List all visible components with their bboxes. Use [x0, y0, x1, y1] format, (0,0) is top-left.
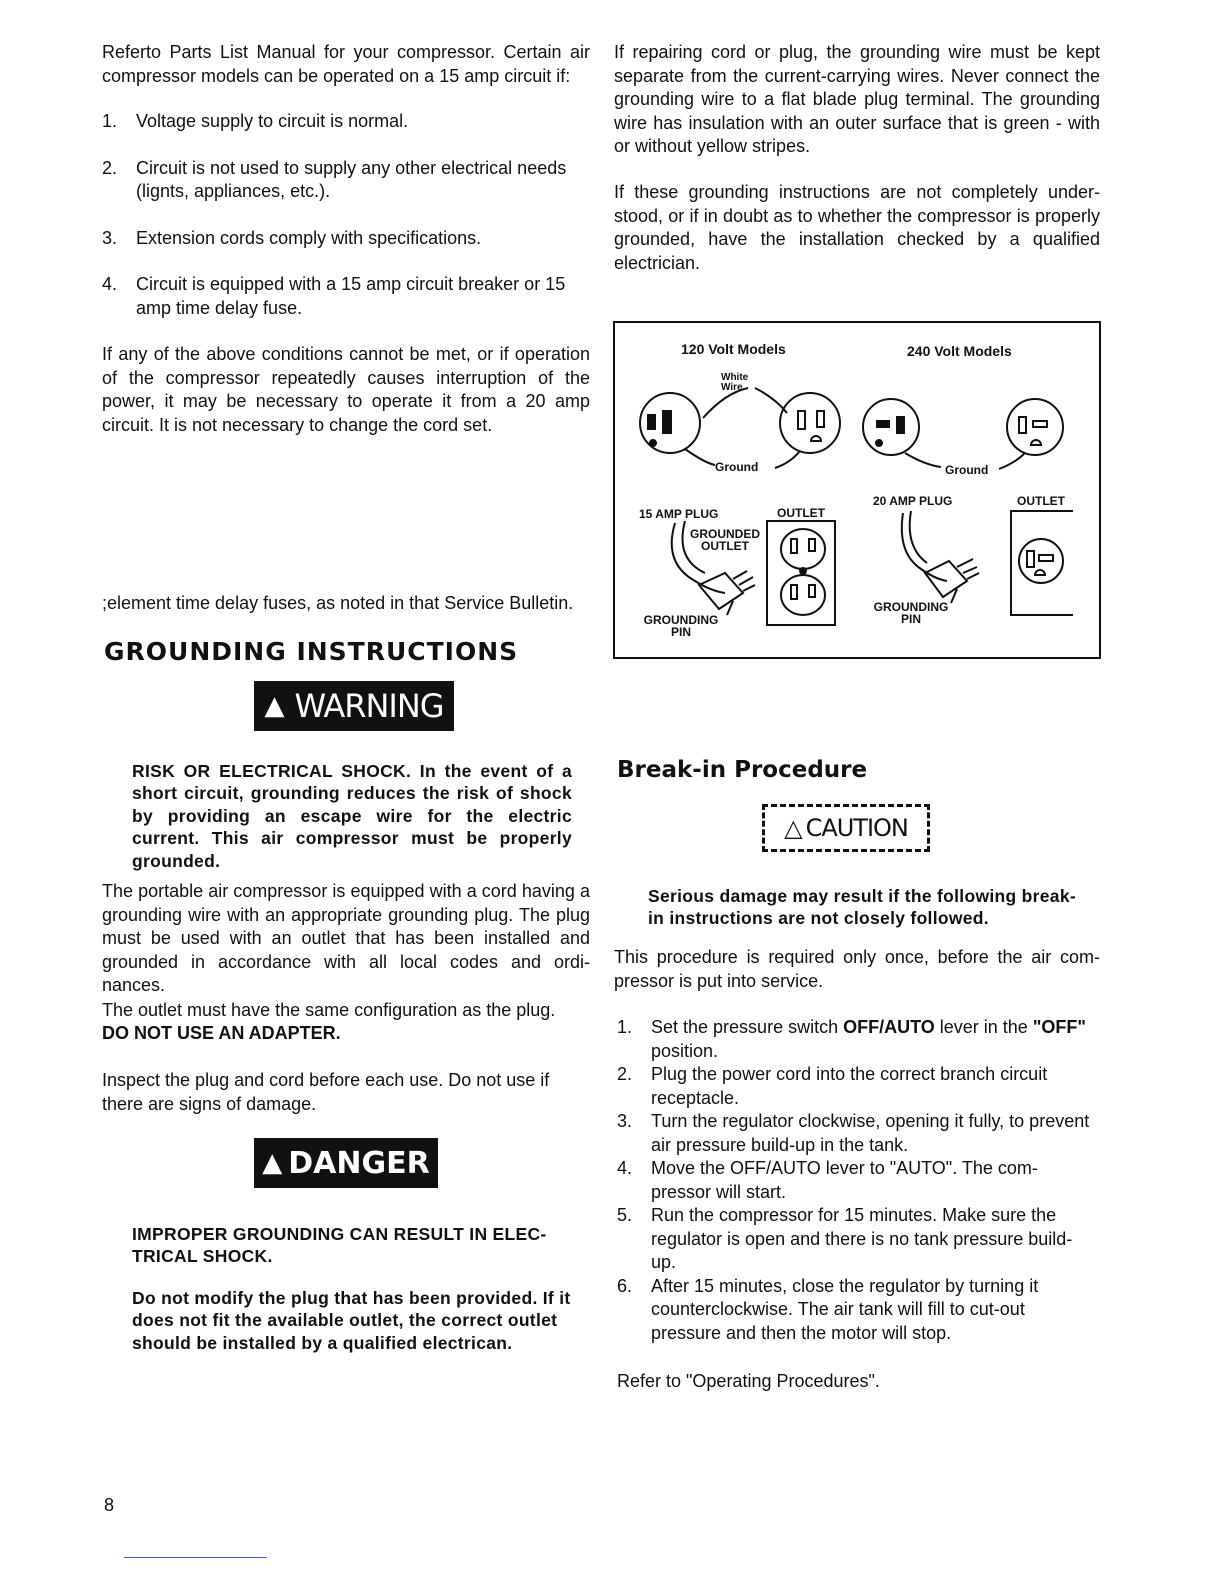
outlet-label-right: OUTLET [1017, 494, 1065, 508]
list-item: 2. Circuit is not used to supply any other electrical needs (lignts, appliances, etc.). [102, 157, 567, 201]
outlet-label-left: OUTLET [777, 506, 825, 520]
list-item: 4. Circuit is equipped with a 15 amp circuit breaker or 15 amp time delay fuse. [102, 274, 566, 318]
outlet-120-face-icon [780, 393, 840, 453]
once-paragraph: This procedure is required only once, before the air com- pressor is put into service. [614, 947, 1100, 991]
list-item: 6. After 15 minutes, close the regulator by turning it counterclockwise. The air tank will fill to cut-out pressure and then the motor will stop. [617, 1275, 1039, 1343]
inspect-paragraph: Inspect the plug and cord before each use. Do not use if there are signs of damage. [102, 1070, 550, 1114]
fuse-note: ;element time delay fuses, as noted in that Service Bulletin. [102, 593, 574, 613]
cord-paragraph: The portable air compressor is equipped with a cord having a grounding wire with an appropriate grounding plug. The plug must be used with an outlet that has been installed and grounded in accordance with all local codes and ordi- nances. [102, 881, 590, 995]
list-item: 5. Run the compressor for 15 minutes. Make sure the regulator is open and there is no tank pressure build- up. [617, 1205, 1073, 1272]
list-item: 3. Turn the regulator clockwise, opening it fully, to prevent air pressure build-up in the tank. [617, 1111, 1090, 1155]
diagram-title-120: 120 Volt Models [681, 341, 786, 357]
danger-triangle-icon: ▲ [262, 1148, 283, 1178]
grounding-diagram [613, 321, 1101, 659]
list-item: 1. Voltage supply to circuit is normal. [102, 111, 409, 131]
grounding-heading: GROUNDING INSTRUCTIONS [104, 637, 519, 666]
intro-paragraph: Referto Parts List Manual for your compressor. Certain air compressor models can be operated on a 15 amp circuit if: [102, 42, 590, 86]
list-item: 4. Move the OFF/AUTO lever to "AUTO". The com- pressor will start. [617, 1158, 1038, 1202]
grounded-outlet-plate-icon [767, 521, 835, 625]
breakin-steps-list [617, 1016, 1097, 1345]
plug-120-face-icon [640, 393, 700, 453]
plug-20-label: 20 AMP PLUG [873, 494, 953, 508]
list-item: 3. Extension cords comply with specifications. [102, 227, 482, 248]
plug-15-icon [672, 521, 755, 615]
ground-label-left: Ground [715, 460, 759, 474]
diagram-drawing [615, 323, 1099, 657]
white-wire-label: White Wire [721, 372, 749, 393]
outlet-240-face-icon [1007, 399, 1063, 455]
plug-240-face-icon [863, 399, 919, 455]
conditions-list [102, 110, 590, 320]
caution-text: Serious damage may result if the following break-in instructions are not closely followed. [648, 885, 1076, 928]
warning-triangle-icon: ▲ [264, 691, 285, 721]
refer-paragraph: Refer to "Operating Procedures". [617, 1371, 880, 1391]
plug-20-icon [902, 511, 979, 603]
footer-rule [124, 1557, 267, 1558]
grounded-outlet-label: GROUNDED OUTLET [689, 527, 760, 553]
conditions-not-met-paragraph: If any of the above conditions cannot be met, or if operation of the compressor repeatedly causes interruption of the power, it may be necessary to operate it from a 20 amp circuit. It is not necessary to change the cord set. [102, 344, 590, 435]
danger-text: IMPROPER GROUNDING CAN RESULT IN ELEC- TRICAL SHOCK. [132, 1223, 547, 1266]
caution-banner: △ CAUTION [762, 804, 930, 852]
ground-label-right: Ground [945, 463, 989, 477]
plug-15-label: 15 AMP PLUG [639, 507, 719, 521]
grounding-pin-label-left: GROUNDING PIN [643, 613, 719, 639]
electrician-paragraph: If these grounding instructions are not completely under- stood, or if in doubt as to whether the compressor is properly grounded, have the installation checked by a qualified electrician. [614, 182, 1100, 273]
diagram-title-240: 240 Volt Models [907, 343, 1012, 359]
outlet-20-plate-icon [1011, 511, 1073, 615]
caution-triangle-icon: △ [784, 814, 802, 842]
page-number: 8 [104, 1495, 115, 1515]
warning-banner: ▲ WARNING [254, 681, 454, 731]
breakin-heading: Break-in Procedure [617, 757, 868, 783]
grounding-pin-label-right: GROUNDING PIN [873, 600, 949, 626]
modify-text: Do not modify the plug that has been provided. If it does not fit the available outlet, the correct outlet should be installed by a qualified electrican. [132, 1287, 571, 1353]
danger-banner: ▲ DANGER [254, 1138, 438, 1188]
list-item: 1. Set the pressure switch OFF/AUTO lever in the "OFF" position. [617, 1017, 1086, 1061]
warning-text: RISK OR ELECTRICAL SHOCK. In the event of a short circuit, grounding reduces the risk of shock by providing an escape wire for the electric current. This air compressor must be properly grounded. [132, 760, 572, 871]
list-item: 2. Plug the power cord into the correct branch circuit receptacle. [617, 1064, 1048, 1108]
no-adapter-text: DO NOT USE AN ADAPTER. [102, 1023, 341, 1043]
config-paragraph: The outlet must have the same configuration as the plug. [102, 1000, 556, 1020]
repair-paragraph: If repairing cord or plug, the grounding wire must be kept separate from the current-carrying wires. Never connect the grounding wire to a flat blade plug terminal. The grounding wire has insulation with an outer surface that is green - with or without yellow stripes. [614, 42, 1100, 156]
